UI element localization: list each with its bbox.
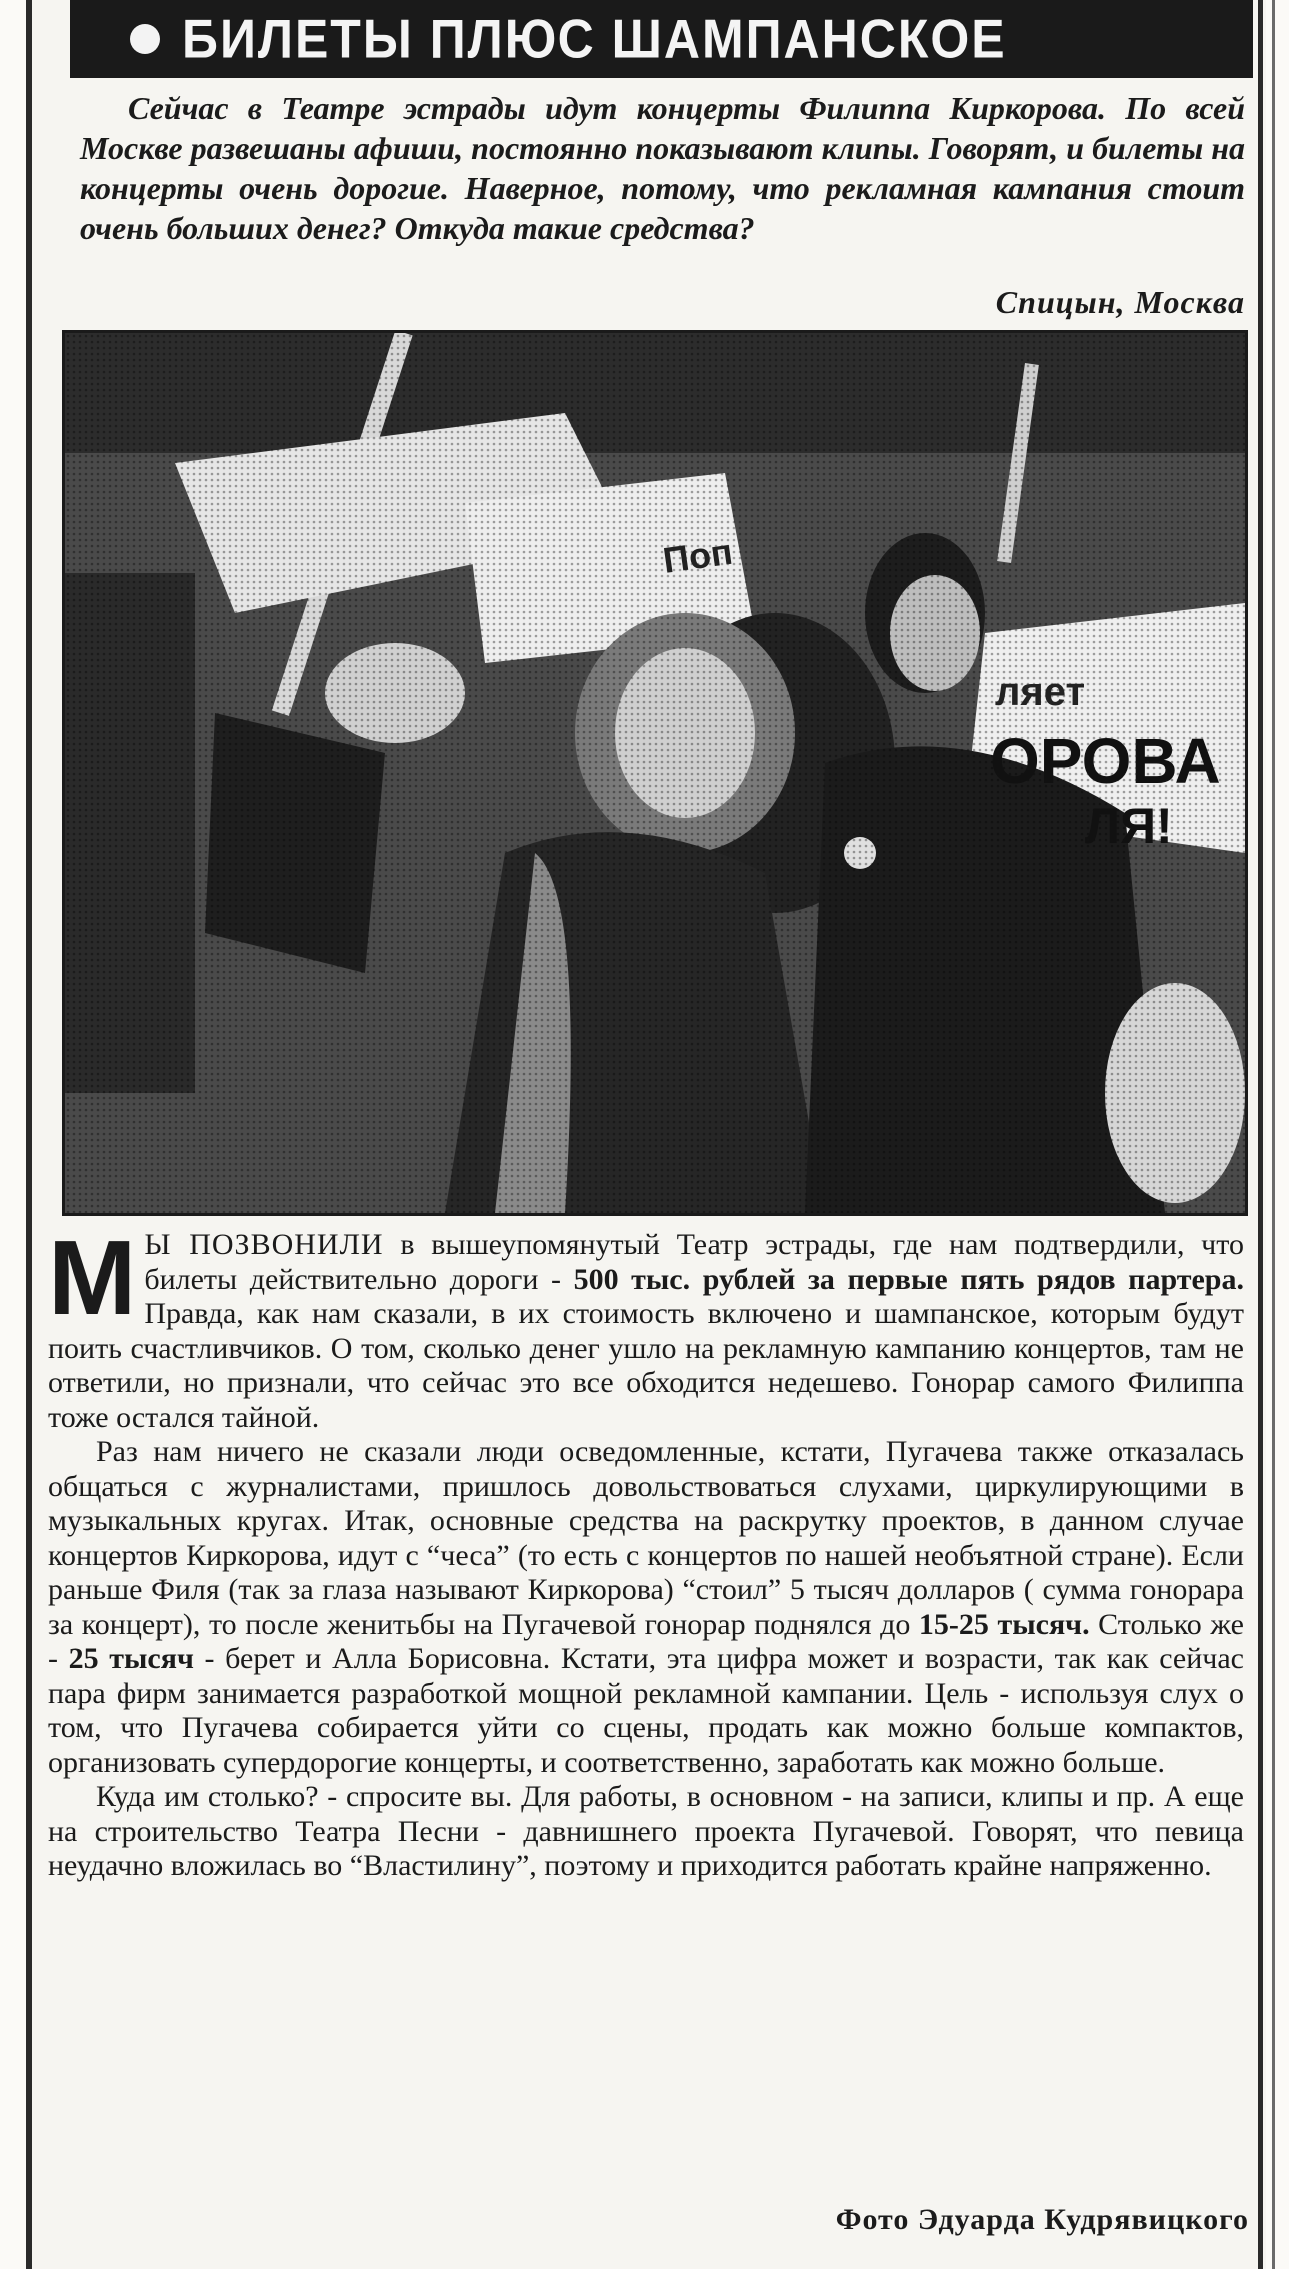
p1-text-b: Правда, как нам сказали, в их стоимость включено и шампанское, которым будут поить счастливчиков. О том, сколько денег ушло на рекламную кампанию концертов, там не ответили, но признали, что сейчас это все обходится недешево. Гонорар самого Филиппа тоже остался тайной. [48, 1297, 1244, 1434]
photo-illustration [65, 333, 1245, 1213]
article-photo [62, 330, 1248, 1216]
headline: БИЛЕТЫ ПЛЮС ШАМПАНСКОЕ [182, 8, 1007, 70]
p2-text-b: Столько же - [48, 1607, 1244, 1675]
reader-question [80, 88, 1245, 248]
paragraph-2 [48, 1435, 1244, 1780]
bullet-icon [130, 24, 160, 54]
poster-text-4: Поп [660, 530, 736, 581]
p2-bold-1: 15-25 тысяч. [918, 1607, 1090, 1641]
paragraph-1 [48, 1219, 1244, 1435]
question-text: Сейчас в Театре эстрады идут концерты Филиппа Киркорова. По всей Москве развешаны афиши, постоянно показывают клипы. Говорят, и билеты на концерты очень дорогие. Наверное, потому, что рекламная кампания стоит очень больших денег? Откуда такие средства? [80, 90, 1245, 246]
question-signature: Спицын, Москва [995, 284, 1245, 320]
headline-bar [70, 0, 1253, 78]
poster-text-2: ОРОВА [990, 725, 1221, 797]
drop-cap: М [48, 1219, 137, 1337]
lead-in: Ы ПОЗВОНИЛИ [144, 1228, 384, 1261]
p2-text-c: - берет и Алла Борисовна. Кстати, эта цифра может и возрасти, так как сейчас пара фирм занимается разработкой мощной рекламной кампании. Цель - используя слух о том, что Пугачева собирается уйти со сцены, продать как можно больше компактов, организовать супердорогие концерты, и соответственно, заработать как можно больше. [48, 1642, 1244, 1779]
paragraph-3: Куда им столько? - спросите вы. Для работы, в основном - на записи, клипы и пр. А еще на строительство Театра Песни - давнишнего проекта Пугачевой. Говорят, что певица неудачно вложилась во “Властилину”, поэтому и приходится работать крайне напряженно. [48, 1780, 1244, 1882]
p1-bold: 500 тыс. рублей за первые пять рядов партера. [573, 1262, 1244, 1296]
p2-bold-2: 25 тысяч [68, 1642, 194, 1675]
p2-text-a: Раз нам ничего не сказали люди осведомленные, кстати, Пугачева также отказалась общаться с журналистами, пришлось довольствоваться слухами, циркулирующими в музыкальных кругах. Итак, основные средства на раскрутку проектов, в данном случае концертов Киркорова, идут с “чеса” (то есть с концертов по нашей необъятной стране). Если раньше Филя (так за глаза называют Киркорова) “стоил” 5 тысяч долларов ( сумма гонорара за концерт), то после женитьбы на Пугачевой гонорар поднялся до [48, 1435, 1244, 1641]
article-body [48, 1219, 1244, 1884]
column-rule-left [26, 0, 32, 2269]
poster-text-3: ЛЯ! [1085, 798, 1173, 854]
column-rule-right-outer [1272, 0, 1275, 2269]
column-rule-right [1258, 0, 1263, 2269]
poster-text-1: ляет [995, 670, 1086, 714]
p1-text-a: в вышеупомянутый Театр эстрады, где нам подтвердили, что билеты действительно дороги - [144, 1228, 1244, 1296]
photo-credit: Фото Эдуарда Кудрявицкого [835, 2203, 1249, 2236]
